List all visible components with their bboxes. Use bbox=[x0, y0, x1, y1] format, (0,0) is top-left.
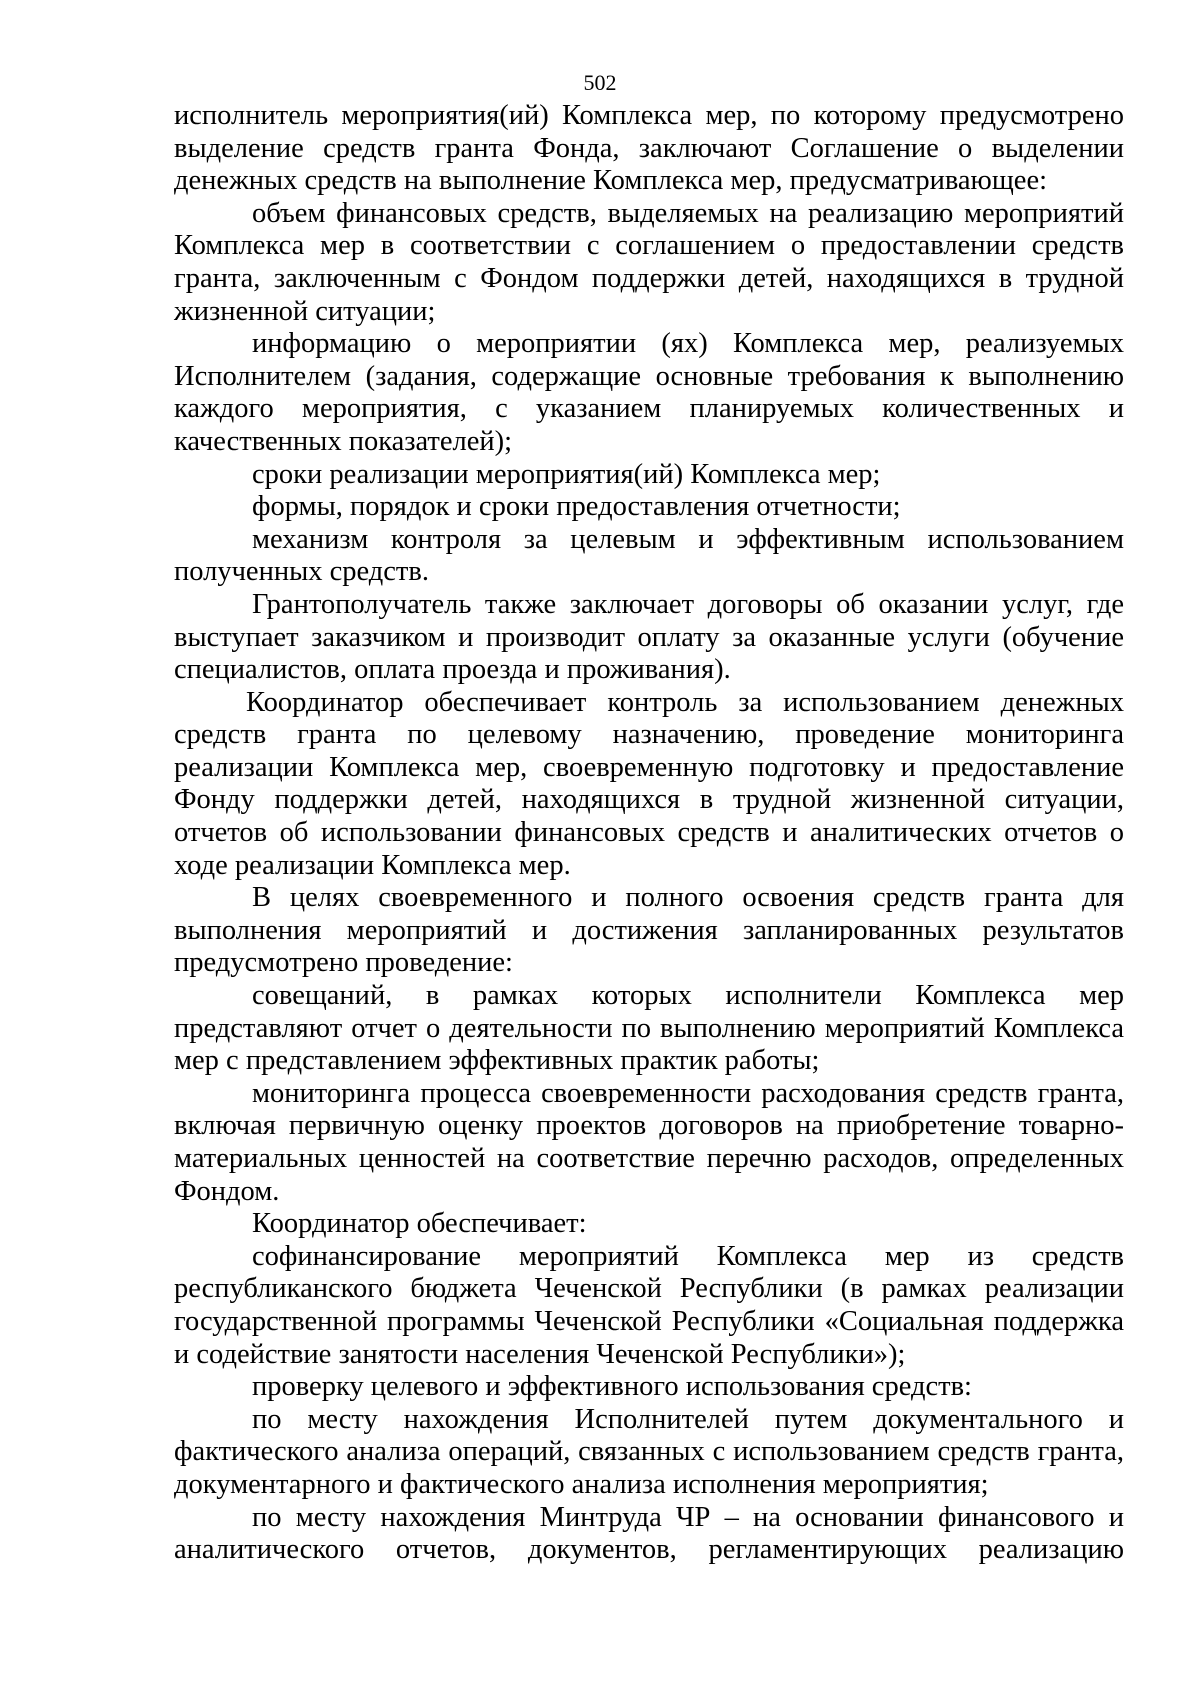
paragraph: софинансирование мероприятий Комплекса мер из средств республиканского бюджета Чеченской Республики (в рамках реализации государственной программы Чеченской Республики «Социальная поддержка и содействие занятости населения Чеченской Республики»); bbox=[174, 1240, 1124, 1370]
paragraph: информацию о мероприятии (ях) Комплекса мер, реализуемых Исполнителем (задания, содержащие основные требования к выполнению каждого мероприятия, с указанием планируемых количественных и качественных показателей); bbox=[174, 328, 1124, 457]
paragraph: проверку целевого и эффективного использования средств: bbox=[252, 1371, 972, 1403]
paragraph: В целях своевременного и полного освоения средств гранта для выполнения мероприятий и достижения запланированных результатов предусмотрено проведение: bbox=[174, 882, 1124, 979]
paragraph: объем финансовых средств, выделяемых на реализацию мероприятий Комплекса мер в соответствии с соглашением о предоставлении средств гранта, заключенным с Фондом поддержки детей, находящихся в трудной жизненной ситуации; bbox=[174, 197, 1124, 327]
paragraph: по месту нахождения Исполнителей путем документального и фактического анализа операций, связанных с использованием средств гранта, документарного и фактического анализа исполнения мероприятия; bbox=[174, 1403, 1124, 1500]
paragraph: исполнитель мероприятия(ий) Комплекса мер, по которому предусмотрено выделение средств гранта Фонда, заключают Соглашение о выделении денежных средств на выполнение Комплекса мер, предусматривающее: bbox=[174, 100, 1124, 197]
document-body bbox=[174, 100, 1124, 1567]
paragraph: Координатор обеспечивает контроль за использованием денежных средств гранта по целевому назначению, проведение мониторинга реализации Комплекса мер, своевременную подготовку и предоставление Фонду поддержки детей, находящихся в трудной жизненной ситуации, отчетов об использовании финансовых средств и аналитических отчетов о ходе реализации Комплекса мер. bbox=[174, 686, 1124, 881]
paragraph: мониторинга процесса своевременности расходования средств гранта, включая первичную оценку проектов договоров на приобретение товарно-материальных ценностей на соответствие перечню расходов, определенных Фондом. bbox=[174, 1077, 1124, 1207]
paragraph: формы, порядок и сроки предоставления отчетности; bbox=[252, 491, 901, 523]
page-number: 502 bbox=[583, 70, 617, 95]
paragraph: совещаний, в рамках которых исполнители Комплекса мер представляют отчет о деятельности по выполнению мероприятий Комплекса мер с представлением эффективных практик работы; bbox=[174, 980, 1124, 1077]
paragraph: по месту нахождения Минтруда ЧР – на основании финансового и аналитического отчетов, документов, регламентирующих реализацию bbox=[174, 1501, 1124, 1566]
paragraph: Грантополучатель также заключает договоры об оказании услуг, где выступает заказчиком и производит оплату за оказанные услуги (обучение специалистов, оплата проезда и проживания). bbox=[174, 588, 1124, 686]
paragraph: сроки реализации мероприятия(ий) Комплекса мер; bbox=[252, 458, 881, 490]
paragraph: механизм контроля за целевым и эффективным использованием полученных средств. bbox=[174, 523, 1124, 588]
paragraph: Координатор обеспечивает: bbox=[252, 1208, 587, 1240]
